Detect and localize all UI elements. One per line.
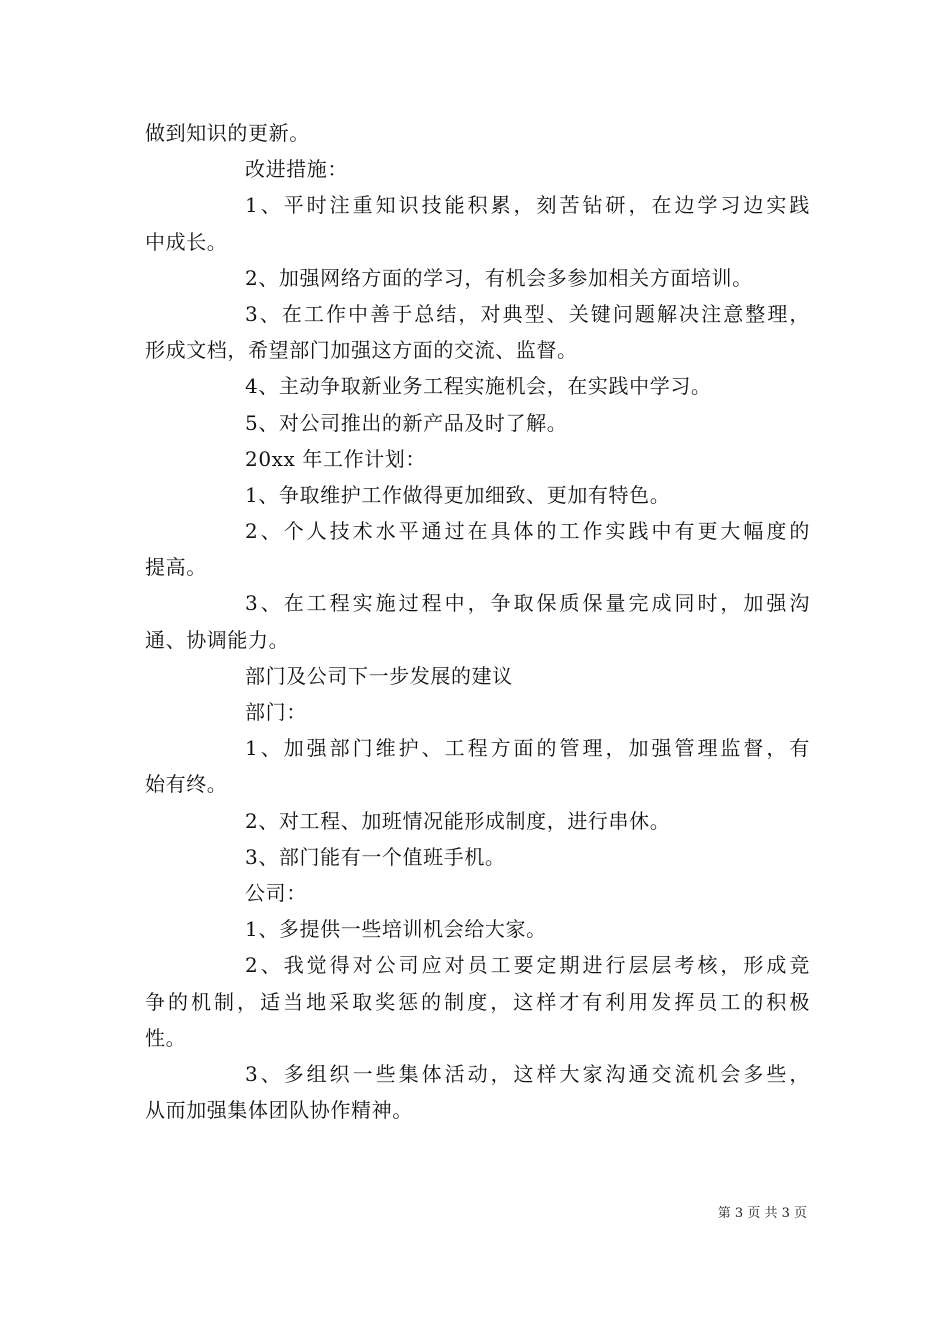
paragraph-line: 1、平时注重知识技能积累，刻苦钻研，在边学习边实践 (245, 193, 810, 218)
paragraph-line: 1、争取维护工作做得更加细致、更加有特色。 (245, 482, 671, 507)
paragraph-heading: 部门： (245, 700, 307, 724)
paragraph-line: 提高。 (145, 555, 207, 580)
paragraph-line: 5、对公司推出的新产品及时了解。 (245, 410, 568, 435)
paragraph-line: 2、加强网络方面的学习，有机会多参加相关方面培训。 (245, 265, 753, 290)
paragraph-line: 3、在工作中善于总结，对典型、关键问题解决注意整理， (245, 301, 810, 326)
paragraph-heading: 改进措施： (245, 157, 348, 182)
paragraph-line: 3、在工程实施过程中，争取保质保量完成同时，加强沟 (245, 591, 810, 616)
paragraph-line: 从而加强集体团队协作精神。 (145, 1098, 413, 1123)
paragraph-line: 1、多提供一些培训机会给大家。 (245, 917, 547, 942)
paragraph-line: 中成长。 (145, 229, 228, 254)
document-body (145, 115, 810, 1128)
paragraph-line: 2、个人技术水平通过在具体的工作实践中有更大幅度的 (245, 519, 810, 544)
paragraph-line: 始有终。 (145, 772, 228, 797)
page-number-footer: 第 3 页 共 3 页 (717, 1206, 807, 1221)
paragraph-heading: 20xx 年工作计划： (245, 446, 426, 471)
paragraph-line: 3、部门能有一个值班手机。 (245, 844, 506, 869)
paragraph-line: 争的机制，适当地采取奖惩的制度，这样才有利用发挥员工的积极 (145, 989, 810, 1014)
paragraph-line: 4、主动争取新业务工程实施机会，在实践中学习。 (245, 374, 712, 399)
paragraph-line: 2、我觉得对公司应对员工要定期进行层层考核，形成竞 (245, 953, 810, 978)
paragraph-line: 形成文档，希望部门加强这方面的交流、监督。 (145, 338, 578, 363)
paragraph-line: 3、多组织一些集体活动，这样大家沟通交流机会多些， (245, 1061, 810, 1086)
paragraph-line: 通、协调能力。 (145, 627, 290, 652)
paragraph-heading: 部门及公司下一步发展的建议 (245, 663, 513, 688)
paragraph-line: 做到知识的更新。 (145, 121, 310, 145)
paragraph-heading: 公司： (245, 880, 307, 905)
paragraph-line: 性。 (145, 1025, 187, 1050)
paragraph-line: 1、加强部门维护、工程方面的管理，加强管理监督，有 (245, 736, 810, 761)
paragraph-line: 2、对工程、加班情况能形成制度，进行串休。 (245, 808, 671, 833)
